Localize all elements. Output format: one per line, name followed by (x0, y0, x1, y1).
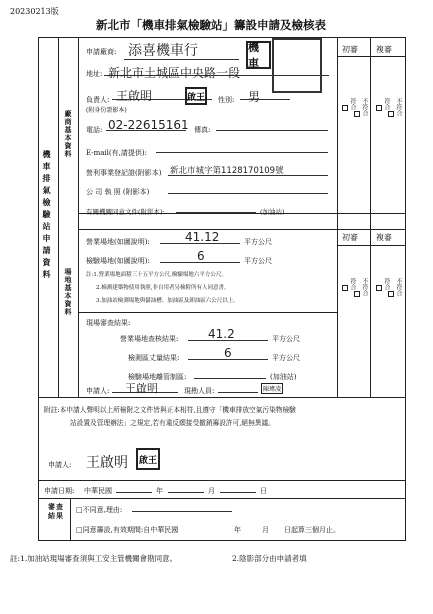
fax-label: 傳真: (194, 126, 211, 134)
declaration-applicant-label: 申請人: (48, 461, 72, 469)
column-divider (78, 37, 79, 397)
column-divider (337, 37, 338, 397)
review-reject[interactable]: □不同意,理由: (76, 506, 123, 514)
section-divider (38, 480, 406, 481)
applicant-value: 添喜機車行 (128, 43, 198, 59)
owner-label: 負責人: (86, 96, 110, 104)
site-basic-label: 場地基本資料 (64, 268, 73, 316)
service-area-unit: 平方公尺 (244, 238, 272, 246)
survey-insp-unit: 平方公尺 (272, 354, 300, 362)
company-reg-label: 公 司 執 照 (附影本) (86, 188, 150, 196)
second-review-check-ng[interactable] (388, 98, 403, 118)
review-approve[interactable]: □同意籌設,有效期間:自中華民國 (76, 526, 179, 534)
check-label: 不符合 (361, 278, 368, 296)
fuel-field[interactable] (176, 212, 256, 213)
column-divider (370, 37, 371, 397)
owner-note: (附身份證影本) (86, 107, 127, 114)
section-divider (78, 229, 406, 230)
first-review-header: 初審 (342, 45, 358, 54)
survey-area-value: 41.2 (208, 327, 235, 341)
site-applicant-value: 王啟明 (125, 382, 158, 395)
survey-area-label: 營業場地查核結果: (120, 335, 179, 343)
biz-reg-field[interactable] (168, 175, 328, 176)
check-label: 符合 (349, 278, 356, 290)
address-value: 新北市土城區中央路一段 (108, 66, 241, 80)
biz-reg-value: 新北市城字第1128170109號 (170, 166, 284, 176)
section-divider (38, 397, 406, 398)
email-field[interactable] (156, 152, 328, 153)
date-era: 中華民國 (84, 487, 112, 495)
second-review-header: 複審 (376, 233, 392, 242)
applicant-label: 申請廠商: (86, 48, 117, 56)
inspection-area-value: 6 (197, 249, 205, 263)
date-day-field[interactable] (220, 492, 256, 493)
section-divider (38, 498, 406, 499)
check-label: 不符合 (361, 98, 368, 116)
email-label: E-mail(有,請提供): (86, 149, 147, 157)
inspector-label: 現勘人員: (184, 387, 215, 395)
declaration-line-1: 附註:本申請人聲明以上所檢附之文件皆與正本相符,且遵守「機車排放空氣污染物檢驗 (44, 406, 296, 414)
site-applicant-label: 申請人: (86, 387, 110, 395)
footer-note-1: 註:1.加油站現場審查須與工安主管機關會勘同意。 (10, 554, 178, 563)
footer-note-2: 2.陰影部分由申請者填 (232, 554, 307, 563)
company-large-seal (272, 38, 322, 93)
owner-seal: 啟王 (185, 87, 207, 105)
check-label: 符合 (383, 278, 390, 290)
company-seal: 機車 (246, 41, 271, 69)
version-label: 20230213版 (10, 7, 59, 16)
check-label: 不符合 (395, 278, 402, 296)
check-label: 不符合 (395, 98, 402, 116)
column-divider (58, 37, 59, 397)
header-divider (337, 245, 406, 246)
site-note-2: 2.檢測建築物使用執照,非自用者另檢附所有人同意書。 (96, 285, 230, 291)
address-label: 地址: (86, 70, 103, 78)
applicant-form-label: 機車排氣檢驗站申請資料 (42, 150, 52, 282)
service-area-label: 營業場地(如圖說明): (86, 238, 150, 246)
first-review-check-ng[interactable] (354, 98, 369, 118)
biz-reg-label: 營利事業登記證(附影本) (86, 169, 162, 177)
date-day-label: 日 (260, 487, 267, 495)
review-tail: 日起算三個月止。 (284, 526, 340, 534)
second-review-check-ng[interactable] (388, 278, 403, 298)
fax-field[interactable] (216, 130, 328, 131)
date-year-field[interactable] (116, 492, 152, 493)
gender-value: 男 (248, 90, 261, 104)
company-reg-field[interactable] (168, 193, 328, 194)
survey-area-unit: 平方公尺 (272, 335, 300, 343)
declaration-applicant-value: 王啟明 (86, 455, 128, 471)
second-review-header: 複審 (376, 45, 392, 54)
page-title: 新北市「機車排氣檢驗站」籌設申請及檢核表 (96, 18, 326, 32)
date-year-label: 年 (156, 487, 163, 495)
inspector-stamp: 陳瑋凌 (261, 383, 283, 394)
service-area-value: 41.12 (185, 230, 220, 244)
survey-dist-label: 檢驗場地離管制區: (128, 373, 187, 381)
survey-dist-suffix: (加油站) (270, 373, 297, 381)
fuel-label: 有關機關同意文件(附影本): (86, 208, 165, 216)
survey-dist-field[interactable] (194, 378, 266, 379)
inspector-field[interactable] (218, 392, 258, 393)
site-note-3: 3.加油站檢測場地與儲油槽、加油區及卸油區六公尺以上。 (96, 298, 239, 304)
declaration-line-2: 站設置及管理辦法」之規定,若有違反願接受撤銷籌設許可,絕無異議。 (70, 419, 275, 427)
section-divider (78, 312, 337, 313)
owner-value: 王啟明 (116, 89, 153, 103)
survey-insp-value: 6 (224, 346, 232, 360)
column-divider (70, 498, 71, 541)
date-month-label: 月 (208, 487, 215, 495)
declaration-owner-seal: 啟王 (136, 448, 160, 470)
survey-insp-label: 檢測區丈量結果: (128, 354, 180, 362)
review-reason-field[interactable] (132, 511, 232, 512)
check-label: 符合 (383, 98, 390, 110)
first-review-check-ng[interactable] (354, 278, 369, 298)
check-label: 符合 (349, 98, 356, 110)
phone-label: 電話: (86, 126, 103, 134)
header-divider (337, 56, 406, 57)
date-label: 申請日期: (44, 487, 75, 495)
date-month-field[interactable] (168, 492, 204, 493)
fuel-suffix: (加油站) (260, 208, 285, 216)
survey-title: 現場審查結果: (86, 319, 131, 327)
review-label: 審查結果 (48, 502, 64, 520)
inspection-area-label: 檢驗場地(如圖說明): (86, 257, 150, 265)
review-month-label: 月 (262, 526, 269, 534)
review-year-label: 年 (234, 526, 241, 534)
phone-value: 02-22615161 (108, 118, 189, 132)
gender-label: 性別: (218, 96, 235, 104)
inspection-area-unit: 平方公尺 (244, 257, 272, 265)
first-review-header: 初審 (342, 233, 358, 242)
site-note-1: 註:1.營業場地面積三十五平方公尺,檢驗場地六平方公尺。 (86, 272, 227, 278)
company-basic-label: 廠商基本資料 (64, 110, 73, 158)
